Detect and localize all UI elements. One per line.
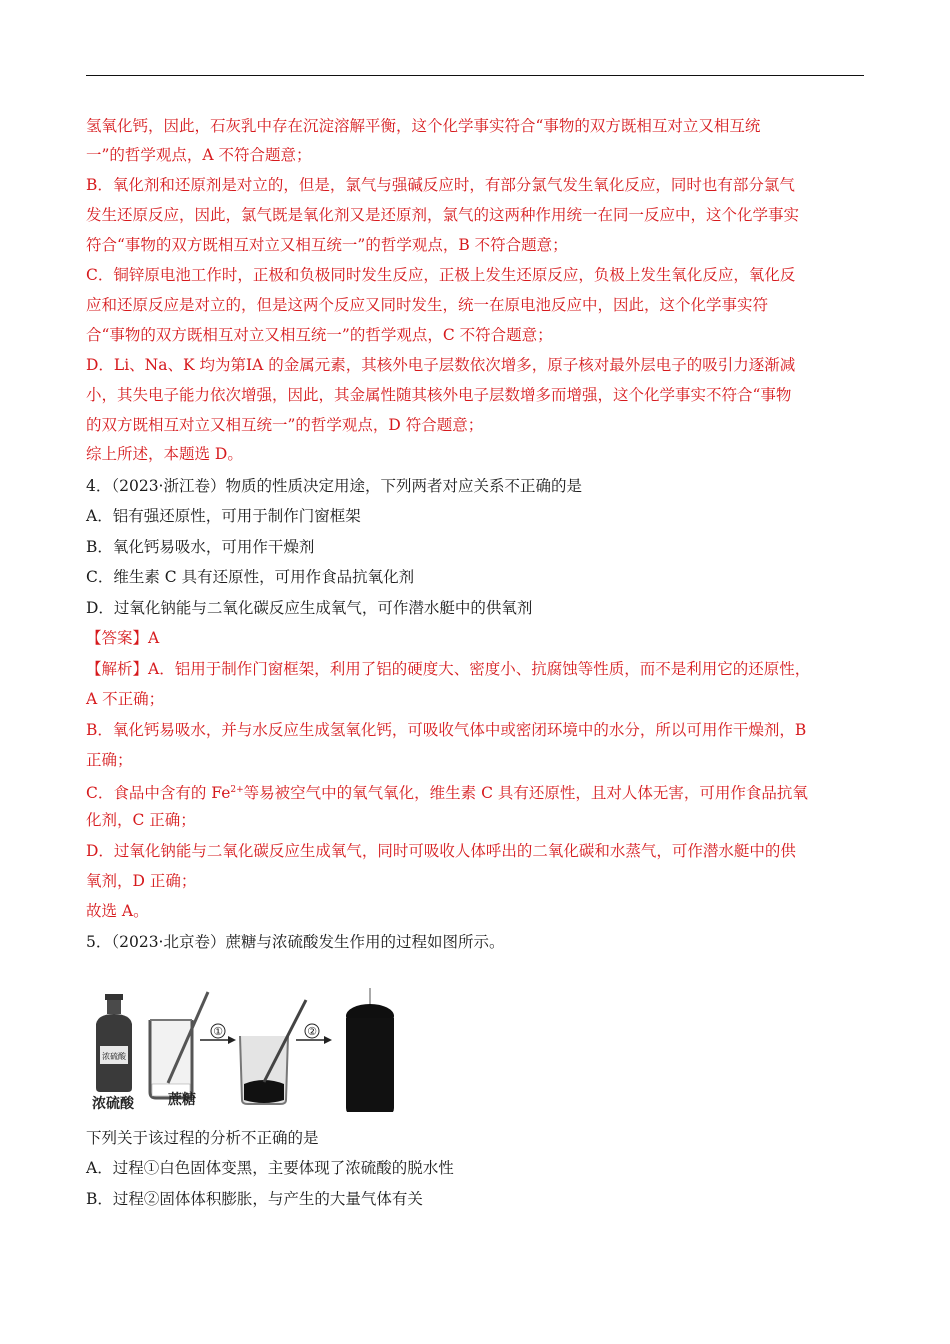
question-4-option-a: A．铝有强还原性，可用于制作门窗框架 <box>86 507 361 525</box>
analysis-continuation-line-2: 一”的哲学观点，A 不符合题意； <box>86 146 312 164</box>
analysis-label: 【解析】 <box>86 660 149 678</box>
analysis-summary: 综上所述，本题选 D。 <box>86 445 243 463</box>
question-4-stem: 4．（2023·浙江卷）物质的性质决定用途，下列两者对应关系不正确的是 <box>86 477 582 495</box>
analysis-option-c-line-1: C．铜锌原电池工作时，正极和负极同时发生反应，正极上发生还原反应，负极上发生氧化反应，氧化反 <box>86 266 796 284</box>
sugar-beaker <box>150 992 208 1098</box>
question-4-option-c: C．维生素 C 具有还原性，可用作食品抗氧化剂 <box>86 568 415 586</box>
question-4-analysis-c-line-2: 化剂，C 正确； <box>86 811 196 829</box>
label-sucrose: 蔗糖 <box>168 1092 196 1108</box>
analysis-option-b-line-3: 符合“事物的双方既相互对立又相互统一”的哲学观点，B 不符合题意； <box>86 236 568 254</box>
acid-bottle <box>96 994 132 1092</box>
question-4-analysis-b-line-2: 正确； <box>86 751 133 769</box>
question-5-prompt: 下列关于该过程的分析不正确的是 <box>86 1129 319 1147</box>
analysis-option-c-line-3: 合“事物的双方既相互对立又相互统一”的哲学观点，C 不符合题意； <box>86 326 553 344</box>
analysis-option-d-line-3: 的双方既相互对立又相互统一”的哲学观点，D 符合题意； <box>86 416 484 434</box>
analysis-c-post: 等易被空气中的氧气氧化，维生素 C 具有还原性，且对人体无害，可用作食品抗氧 <box>243 784 808 802</box>
process-diagram <box>88 988 418 1112</box>
question-5-option-b: B．过程②固体体积膨胀，与产生的大量气体有关 <box>86 1190 423 1208</box>
analysis-option-d-line-2: 小，其失电子能力依次增强，因此，其金属性随其核外电子层数增多而增强，这个化学事实不符合“事物 <box>86 386 792 404</box>
analysis-option-b-line-2: 发生还原反应，因此，氯气既是氧化剂又是还原剂，氯气的这两种作用统一在同一反应中，这个化学事实 <box>86 206 800 224</box>
bottle-label: 浓硫酸 <box>102 1052 126 1061</box>
question-5-option-a: A．过程①白色固体变黑，主要体现了浓硫酸的脱水性 <box>86 1159 454 1177</box>
question-4-analysis-b-line-1: B．氧化钙易吸水，并与水反应生成氢氧化钙，可吸收气体中或密闭环境中的水分，所以可用作干燥剂，B <box>86 721 807 739</box>
question-4-analysis-c-line-1 <box>86 780 876 803</box>
label-concentrated-sulfuric-acid: 浓硫酸 <box>92 1096 134 1112</box>
analysis-continuation-line-1: 氢氧化钙，因此，石灰乳中存在沉淀溶解平衡，这个化学事实符合“事物的双方既相互对立又相互统 <box>86 117 761 135</box>
question-5-stem: 5．（2023·北京卷）蔗糖与浓硫酸发生作用的过程如图所示。 <box>86 933 505 951</box>
analysis-a-text: A．铝用于制作门窗框架，利用了铝的硬度大、密度小、抗腐蚀等性质，而不是利用它的还原性， <box>148 660 811 678</box>
step-1-label: ① <box>213 1025 223 1038</box>
question-4-option-b: B．氧化钙易吸水，可用作干燥剂 <box>86 538 315 556</box>
expanded-carbon-beaker <box>346 988 394 1112</box>
step-2-label: ② <box>307 1025 317 1038</box>
reaction-beaker <box>240 1000 306 1104</box>
analysis-c-pre: C．食品中含有的 Fe <box>86 784 231 802</box>
fe-charge: 2+ <box>230 785 244 795</box>
question-4-analysis-a-line-1 <box>86 659 876 679</box>
analysis-option-d-line-1: D．Li、Na、K 均为第ⅠA 的金属元素，其核外电子层数依次增多，原子核对最外层电子的吸引力逐渐减 <box>86 356 796 374</box>
question-4-analysis-d-line-1: D．过氧化钠能与二氧化碳反应生成氧气，同时可吸收人体呼出的二氧化碳和水蒸气，可作潜水艇中的供 <box>86 842 796 860</box>
header-rule <box>86 75 864 76</box>
analysis-option-b-line-1: B．氧化剂和还原剂是对立的，但是，氯气与强碱反应时，有部分氯气发生氧化反应，同时也有部分氯气 <box>86 176 795 194</box>
analysis-option-c-line-2: 应和还原反应是对立的，但是这两个反应又同时发生，统一在原电池反应中，因此，这个化学事实符 <box>86 296 769 314</box>
sucrose-sulfuric-acid-figure <box>88 988 418 1112</box>
question-4-analysis-a-line-2: A 不正确； <box>86 690 165 708</box>
question-4-answer: 【答案】A <box>86 629 160 647</box>
question-4-analysis-d-line-2: 氧剂，D 正确； <box>86 872 197 890</box>
question-4-option-d: D．过氧化钠能与二氧化碳反应生成氧气，可作潜水艇中的供氧剂 <box>86 599 533 617</box>
question-4-conclusion: 故选 A。 <box>86 902 149 920</box>
